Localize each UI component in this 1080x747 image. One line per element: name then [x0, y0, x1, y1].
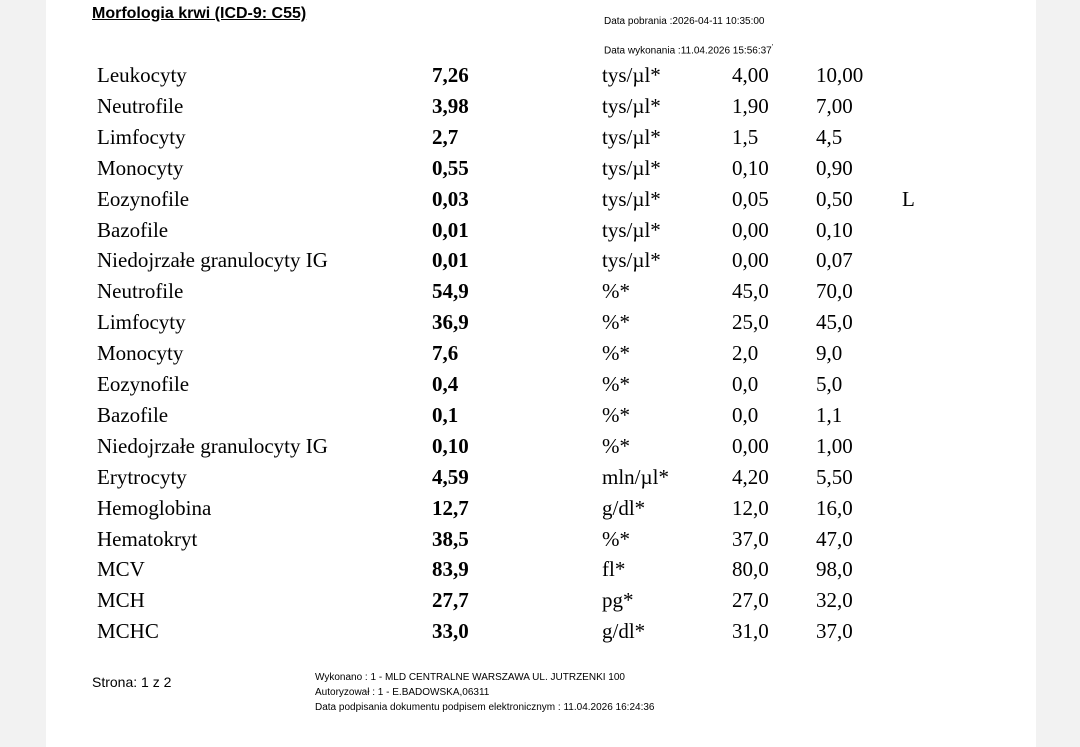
- result-row: [46, 434, 1036, 465]
- ref-high: 32,0: [816, 588, 853, 613]
- result-value: 7,26: [432, 63, 469, 87]
- test-name: Niedojrzałe granulocyty IG: [97, 248, 328, 273]
- ref-low: 1,5: [732, 124, 759, 149]
- ref-low: 31,0: [732, 619, 769, 644]
- result-row: [46, 248, 1036, 279]
- unit: fl*: [602, 557, 626, 582]
- result-value: 2,7: [432, 124, 459, 149]
- result-value: 7,6: [432, 341, 459, 366]
- result-value: 0,1: [432, 402, 459, 427]
- unit: tys/µl*: [602, 63, 661, 87]
- result-row: [46, 341, 1036, 372]
- unit: %*: [602, 341, 630, 366]
- footer-info: [315, 670, 654, 715]
- unit: %*: [602, 279, 630, 304]
- result-row: [46, 372, 1036, 403]
- unit: tys/µl*: [602, 186, 661, 211]
- unit: tys/µl*: [602, 124, 661, 149]
- result-row: [46, 310, 1036, 341]
- signature-date: Data podpisania dokumentu podpisem elektronicznym : 11.04.2026 16:24:36: [315, 702, 655, 713]
- ref-high: 7,00: [816, 93, 853, 118]
- unit: tys/µl*: [602, 248, 661, 273]
- executed-by: Wykonano : 1 - MLD CENTRALNE WARSZAWA UL. JUTRZENKI 100: [315, 672, 625, 683]
- test-name: MCH: [97, 588, 145, 613]
- ref-low: 1,90: [732, 93, 769, 118]
- test-name: Monocyty: [97, 341, 184, 366]
- test-name: Hemoglobina: [97, 495, 212, 520]
- result-row: [46, 619, 1036, 650]
- ref-low: 0,0: [732, 372, 759, 396]
- unit: tys/µl*: [602, 217, 661, 242]
- result-row: [46, 557, 1036, 588]
- unit: %*: [602, 372, 630, 396]
- ref-high: 10,00: [816, 63, 864, 87]
- test-name: Bazofile: [97, 217, 169, 242]
- test-name: MCV: [97, 557, 145, 582]
- unit: %*: [602, 310, 630, 335]
- result-row: [46, 218, 1036, 249]
- ref-low: 2,0: [732, 341, 759, 366]
- result-row: [46, 588, 1036, 619]
- flag: L: [902, 186, 915, 211]
- ref-low: 12,0: [732, 495, 769, 520]
- test-name: Niedojrzałe granulocyty IG: [97, 433, 328, 458]
- test-name: Eozynofile: [97, 186, 190, 211]
- test-name: Limfocyty: [97, 310, 186, 335]
- authorized-by: Autoryzował : 1 - E.BADOWSKA,06311: [315, 687, 490, 698]
- result-value: 27,7: [432, 588, 469, 613]
- download-date: Data pobrania :2026-04-11 10:35:00: [604, 16, 765, 27]
- result-value: 0,01: [432, 248, 469, 273]
- ref-low: 0,05: [732, 186, 769, 211]
- ref-high: 4,5: [816, 124, 843, 149]
- ref-low: 4,20: [732, 464, 769, 489]
- execution-date-line: [604, 44, 773, 56]
- ref-low: 80,0: [732, 557, 769, 582]
- test-name: Limfocyty: [97, 124, 186, 149]
- ref-high: 16,0: [816, 495, 853, 520]
- test-name: Erytrocyty: [97, 464, 187, 489]
- result-value: 33,0: [432, 619, 469, 644]
- ref-low: 25,0: [732, 310, 769, 335]
- ref-high: 45,0: [816, 310, 853, 335]
- unit: %*: [602, 402, 630, 427]
- result-row: [46, 94, 1036, 125]
- unit: tys/µl*: [602, 155, 661, 180]
- ref-high: 5,50: [816, 464, 853, 489]
- ref-low: 0,00: [732, 248, 769, 273]
- result-row: [46, 403, 1036, 434]
- result-row: [46, 465, 1036, 496]
- result-value: 36,9: [432, 310, 469, 335]
- result-value: 38,5: [432, 526, 469, 551]
- result-value: 54,9: [432, 279, 469, 304]
- ref-low: 4,00: [732, 63, 769, 87]
- test-name: Hematokryt: [97, 526, 198, 551]
- ref-low: 0,00: [732, 433, 769, 458]
- result-value: 0,55: [432, 155, 469, 180]
- unit: pg*: [602, 588, 634, 613]
- report-title: Morfologia krwi (ICD-9: C55): [92, 5, 307, 22]
- ref-high: 1,1: [816, 402, 843, 427]
- result-value: 0,4: [432, 372, 459, 396]
- ref-low: 27,0: [732, 588, 769, 613]
- ref-low: 45,0: [732, 279, 769, 304]
- ref-high: 47,0: [816, 526, 853, 551]
- test-name: Neutrofile: [97, 93, 184, 118]
- test-name: Neutrofile: [97, 279, 184, 304]
- ref-high: 0,50: [816, 186, 853, 211]
- ref-high: 0,07: [816, 248, 853, 273]
- result-value: 4,59: [432, 464, 469, 489]
- test-name: Monocyty: [97, 155, 184, 180]
- result-row: [46, 156, 1036, 187]
- unit: %*: [602, 433, 630, 458]
- result-value: 0,03: [432, 186, 469, 211]
- ref-high: 0,90: [816, 155, 853, 180]
- result-value: 83,9: [432, 557, 469, 582]
- ref-high: 0,10: [816, 217, 853, 242]
- test-name: Leukocyty: [97, 63, 187, 87]
- ref-high: 5,0: [816, 372, 843, 396]
- result-row: [46, 279, 1036, 310]
- result-row: [46, 125, 1036, 156]
- result-row: [46, 63, 1036, 94]
- result-value: 12,7: [432, 495, 469, 520]
- ref-high: 1,00: [816, 433, 853, 458]
- result-row: [46, 187, 1036, 218]
- result-value: 0,10: [432, 433, 469, 458]
- ref-low: 0,10: [732, 155, 769, 180]
- test-name: Bazofile: [97, 402, 169, 427]
- test-name: Eozynofile: [97, 372, 190, 396]
- ref-high: 9,0: [816, 341, 843, 366]
- unit: g/dl*: [602, 495, 646, 520]
- page-number: Strona: 1 z 2: [92, 674, 172, 690]
- ref-low: 37,0: [732, 526, 769, 551]
- unit: mln/µl*: [602, 464, 669, 489]
- ref-high: 37,0: [816, 619, 853, 644]
- execution-date: Data wykonania :11.04.2026 15:56:37: [604, 45, 772, 57]
- document-page: [46, 0, 1036, 747]
- ref-low: 0,0: [732, 402, 759, 427]
- ref-low: 0,00: [732, 217, 769, 242]
- result-value: 0,01: [432, 217, 469, 242]
- unit: tys/µl*: [602, 93, 661, 118]
- result-value: 3,98: [432, 93, 469, 118]
- execution-date-mark: ': [771, 44, 774, 51]
- test-name: MCHC: [97, 619, 159, 644]
- result-row: [46, 527, 1036, 558]
- unit: g/dl*: [602, 619, 646, 644]
- unit: %*: [602, 526, 630, 551]
- ref-high: 98,0: [816, 557, 853, 582]
- result-row: [46, 496, 1036, 527]
- ref-high: 70,0: [816, 279, 853, 304]
